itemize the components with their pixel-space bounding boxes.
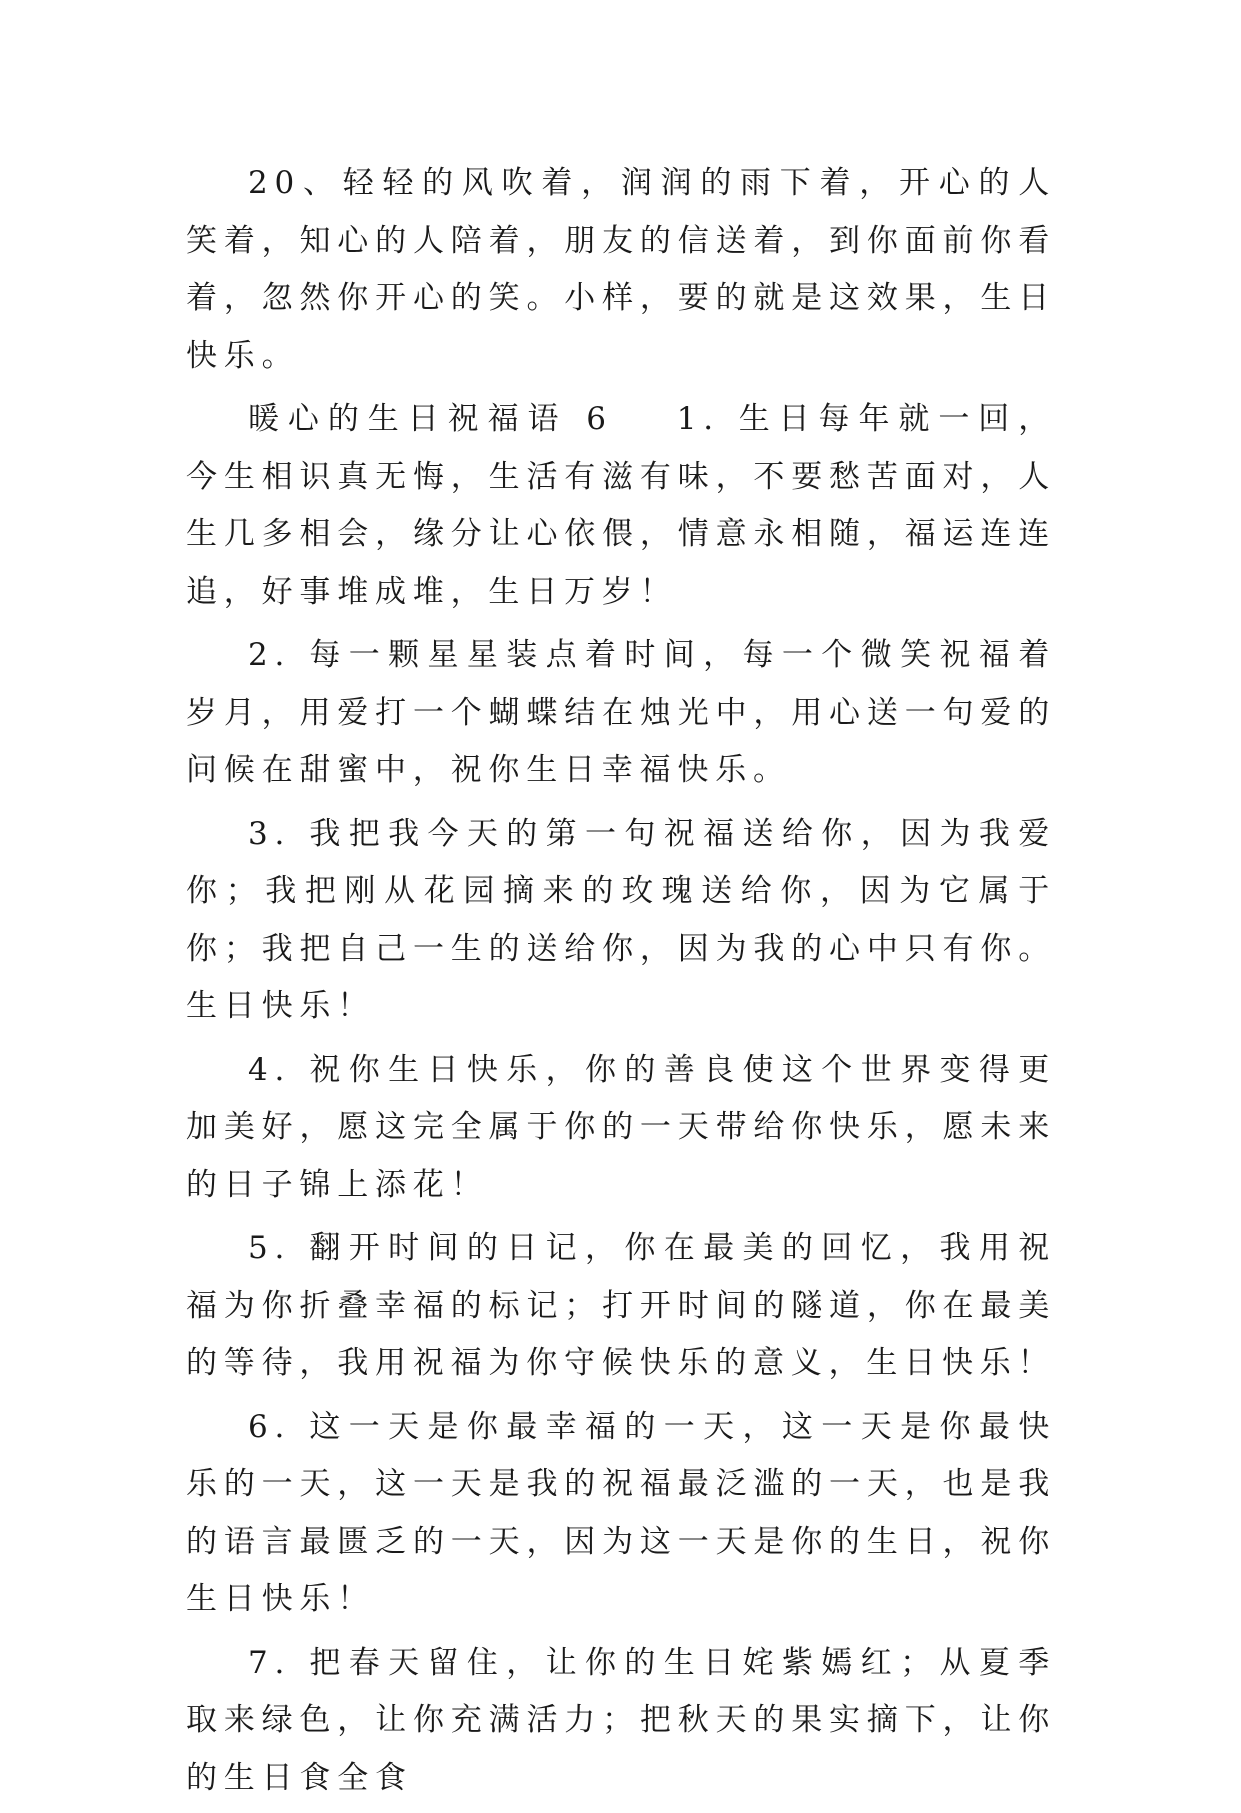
paragraph-item-3: 3. 我把我今天的第一句祝福送给你，因为我爱你；我把刚从花园摘来的玫瑰送给你，因为它属于你；我把自己一生的送给你，因为我的心中只有你。生日快乐！ — [186, 815, 1056, 1024]
paragraph-item-2: 2. 每一颗星星装点着时间，每一个微笑祝福着岁月，用爱打一个蝴蝶结在烛光中，用心送一句爱的问候在甜蜜中，祝你生日幸福快乐。 — [186, 637, 1056, 788]
document-body — [186, 155, 1056, 1813]
paragraph-20: 20、轻轻的风吹着，润润的雨下着，开心的人笑着，知心的人陪着，朋友的信送着，到你面前你看着，忽然你开心的笑。小样，要的就是这效果，生日快乐。 — [186, 165, 1056, 374]
section-heading: 暖心的生日祝福语 6 — [248, 401, 613, 437]
paragraph-item-6: 6. 这一天是你最幸福的一天，这一天是你最快乐的一天，这一天是我的祝福最泛滥的一天，也是我的语言最匮乏的一天，因为这一天是你的生日，祝你生日快乐！ — [186, 1408, 1056, 1617]
paragraph-item-4: 4. 祝你生日快乐，你的善良使这个世界变得更加美好，愿这完全属于你的一天带给你快乐，愿未来的日子锦上添花！ — [186, 1051, 1056, 1203]
paragraph-item-5: 5. 翻开时间的日记，你在最美的回忆，我用祝福为你折叠幸福的标记；打开时间的隧道，你在最美的等待，我用祝福为你守候快乐的意义，生日快乐！ — [186, 1230, 1056, 1381]
paragraph-item-7: 7. 把春天留住，让你的生日姹紫嫣红；从夏季取来绿色，让你充满活力；把秋天的果实摘下，让你的生日食全食 — [186, 1644, 1056, 1796]
section-6-item-1: 1. 生日每年就一回，今生相识真无悔，生活有滋有味，不要愁苦面对，人生几多相会，缘分让心依偎，情意永相随，福运连连追，好事堆成堆，生日万岁！ — [186, 401, 1056, 610]
section-6-paragraph — [186, 391, 1056, 621]
